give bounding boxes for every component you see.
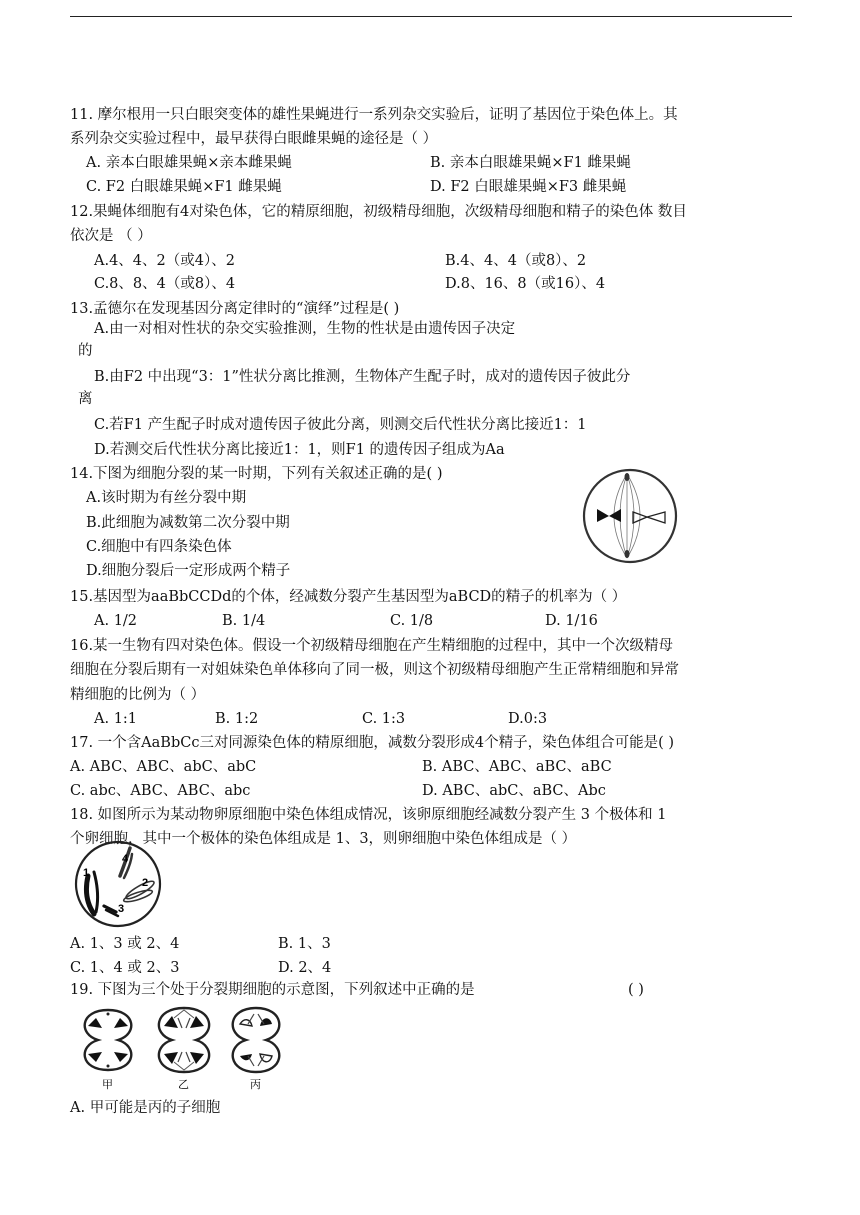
q11-option-b: B. 亲本白眼雄果蝇×F1 雌果蝇 bbox=[430, 155, 631, 171]
label-jia: 甲 bbox=[102, 1078, 113, 1090]
q16-option-c: C. 1:3 bbox=[362, 711, 406, 727]
q19-option-a: A. 甲可能是丙的子细胞 bbox=[70, 1100, 221, 1116]
q12-option-c: C.8、8、4（或8）、4 bbox=[94, 276, 236, 292]
q18-stem-line1: 18. 如图所示为某动物卵原细胞中染色体组成情况，该卵原细胞经减数分裂产生 3 个极体和 1 bbox=[70, 807, 667, 823]
q12-option-a: A.4、4、2（或4）、2 bbox=[94, 253, 235, 269]
q18-option-c: C. 1、4 或 2、3 bbox=[70, 960, 180, 976]
q15-stem: 15.基因型为aaBbCCDd的个体，经减数分裂产生基因型为aBCD的精子的机率为（ ） bbox=[70, 589, 627, 605]
q15-option-a: A. 1/2 bbox=[94, 613, 138, 629]
q14-option-d: D.细胞分裂后一定形成两个精子 bbox=[86, 563, 291, 579]
q12-stem-line1: 12.果蝇体细胞有4对染色体，它的精原细胞，初级精母细胞，次级精母细胞和精子的染色体 数目 bbox=[70, 204, 687, 220]
label-bing: 丙 bbox=[250, 1078, 261, 1090]
q13-option-a-line2: 的 bbox=[78, 343, 93, 359]
q14-option-a: A.该时期为有丝分裂中期 bbox=[86, 490, 247, 506]
q15-option-c: C. 1/8 bbox=[390, 613, 434, 629]
cell-bing bbox=[233, 1008, 280, 1072]
q17-option-d: D. ABC、abC、aBC、Abc bbox=[422, 783, 606, 799]
q18-option-b: B. 1、3 bbox=[278, 936, 331, 952]
q18-option-d: D. 2、4 bbox=[278, 960, 332, 976]
q13-option-d: D.若测交后代性状分离比接近1：1，则F1 的遗传因子组成为Aa bbox=[94, 442, 505, 458]
q13-stem: 13.孟德尔在发现基因分离定律时的“演绎”过程是( ) bbox=[70, 301, 400, 317]
cell-jia bbox=[85, 1010, 132, 1070]
label-3: 3 bbox=[118, 903, 125, 915]
q12-stem-line2: 依次是 （ ） bbox=[70, 228, 152, 244]
q11-stem-line2: 系列杂交实验过程中，最早获得白眼雌果蝇的途径是（ ） bbox=[70, 131, 438, 147]
label-yi: 乙 bbox=[178, 1078, 189, 1090]
q16-stem-line2: 细胞在分裂后期有一对姐妹染色单体移向了同一极，则这个初级精母细胞产生正常精细胞和异常 bbox=[70, 662, 679, 678]
q14-option-b: B.此细胞为减数第二次分裂中期 bbox=[86, 515, 290, 531]
q15-option-b: B. 1/4 bbox=[222, 613, 266, 629]
q17-option-c: C. abc、ABC、ABC、abc bbox=[70, 783, 251, 799]
q16-option-b: B. 1:2 bbox=[215, 711, 259, 727]
q14-cell-diagram bbox=[577, 468, 685, 568]
q12-option-d: D.8、16、8（或16）、4 bbox=[445, 276, 606, 292]
q17-option-a: A. ABC、ABC、abC、abC bbox=[70, 759, 257, 775]
q19-answer-parens: ( ) bbox=[628, 982, 644, 998]
cell-yi bbox=[159, 1008, 209, 1072]
label-4: 4 bbox=[122, 853, 129, 865]
q13-option-c: C.若F1 产生配子时成对遗传因子彼此分离，则测交后代性状分离比接近1：1 bbox=[94, 417, 587, 433]
q18-oocyte-diagram bbox=[72, 836, 168, 928]
q19-stem: 19. 下图为三个处于分裂期细胞的示意图，下列叙述中正确的是 bbox=[70, 982, 475, 998]
q11-stem-line1: 11. 摩尔根用一只白眼突变体的雄性果蝇进行一系列杂交实验后，证明了基因位于染色体上。其 bbox=[70, 107, 678, 123]
header-rule bbox=[70, 16, 792, 17]
label-1: 1 bbox=[83, 867, 90, 879]
q16-option-a: A. 1:1 bbox=[94, 711, 138, 727]
q16-option-d: D.0:3 bbox=[508, 711, 548, 727]
q17-stem: 17. 一个含AaBbCc三对同源染色体的精原细胞，减数分裂形成4个精子，染色体组合可能是( ) bbox=[70, 735, 675, 751]
label-2: 2 bbox=[142, 877, 149, 889]
q14-stem: 14.下图为细胞分裂的某一时期，下列有关叙述正确的是( ) bbox=[70, 466, 443, 482]
q18-option-a: A. 1、3 或 2、4 bbox=[70, 936, 180, 952]
q11-option-c: C. F2 白眼雄果蝇×F1 雌果蝇 bbox=[86, 179, 282, 195]
q17-option-b: B. ABC、ABC、aBC、aBC bbox=[422, 759, 612, 775]
q13-option-a-line1: A.由一对相对性状的杂交实验推测，生物的性状是由遗传因子决定 bbox=[94, 321, 516, 337]
q16-stem-line1: 16.某一生物有四对染色体。假设一个初级精母细胞在产生精细胞的过程中，其中一个次级精母 bbox=[70, 638, 674, 654]
q11-option-d: D. F2 白眼雄果蝇×F3 雌果蝇 bbox=[430, 179, 627, 195]
chromosome-light bbox=[633, 512, 665, 523]
q13-option-b-line2: 离 bbox=[78, 391, 93, 407]
q14-option-c: C.细胞中有四条染色体 bbox=[86, 539, 232, 555]
q13-option-b-line1: B.由F2 中出现“3：1”性状分离比推测，生物体产生配子时，成对的遗传因子彼此分 bbox=[94, 369, 631, 385]
q12-option-b: B.4、4、4（或8）、2 bbox=[445, 253, 587, 269]
q11-option-a: A. 亲本白眼雄果蝇×亲本雌果蝇 bbox=[86, 155, 292, 171]
q19-three-cells-diagram bbox=[74, 1004, 296, 1090]
q18-stem-line2: 个卵细胞，其中一个极体的染色体组成是 1、3，则卵细胞中染色体组成是（ ） bbox=[70, 831, 577, 847]
q16-stem-line3: 精细胞的比例为（ ） bbox=[70, 687, 206, 703]
chromosome-dark bbox=[597, 509, 621, 522]
q15-option-d: D. 1/16 bbox=[545, 613, 598, 629]
